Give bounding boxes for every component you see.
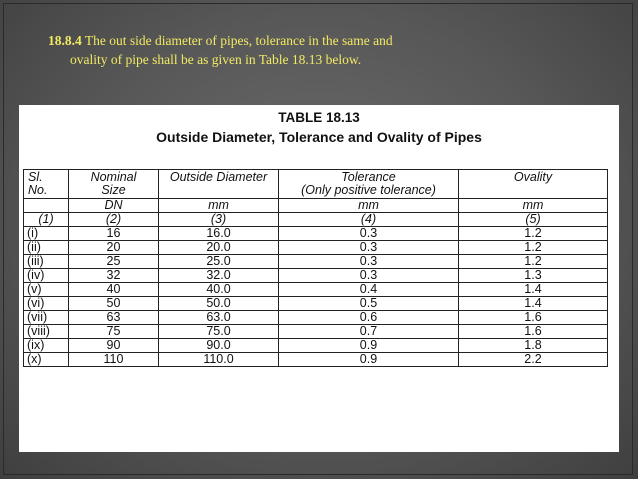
row-number-cell: (ii): [24, 241, 69, 255]
table-cell: 32: [69, 269, 159, 283]
table-row: [24, 227, 608, 241]
table-cell: 1.2: [459, 241, 608, 255]
table-cell: 110.0: [159, 353, 279, 367]
pipe-spec-table: [23, 169, 608, 367]
table-cell: 50.0: [159, 297, 279, 311]
column-index-cell: (5): [459, 213, 608, 227]
column-index-cell: (1): [24, 213, 69, 227]
header-sl-no: Sl. No.: [24, 170, 69, 199]
unit-cell: mm: [159, 199, 279, 213]
table-cell: 1.4: [459, 283, 608, 297]
table-image-panel: [19, 105, 619, 452]
row-number-cell: (ix): [24, 339, 69, 353]
row-number-cell: (v): [24, 283, 69, 297]
table-cell: 75: [69, 325, 159, 339]
row-number-cell: (iv): [24, 269, 69, 283]
table-cell: 1.3: [459, 269, 608, 283]
table-cell: 0.3: [279, 241, 459, 255]
row-number-cell: (vii): [24, 311, 69, 325]
column-index-cell: (3): [159, 213, 279, 227]
unit-cell: [24, 199, 69, 213]
header-tolerance: Tolerance (Only positive tolerance): [279, 170, 459, 199]
row-number-cell: (iii): [24, 255, 69, 269]
table-cell: 50: [69, 297, 159, 311]
table-caption: Outside Diameter, Tolerance and Ovality of Pipes: [156, 129, 482, 145]
table-cell: 0.4: [279, 283, 459, 297]
table-row: [24, 339, 608, 353]
unit-cell: mm: [459, 199, 608, 213]
unit-cell: mm: [279, 199, 459, 213]
table-cell: 0.6: [279, 311, 459, 325]
table-cell: 63: [69, 311, 159, 325]
clause-line-2: ovality of pipe shall be as given in Table 18.13 below.: [70, 52, 362, 67]
table-label: TABLE 18.13: [278, 110, 360, 125]
table-cell: 0.9: [279, 339, 459, 353]
clause-line-1: The out side diameter of pipes, tolerance in the same and: [84, 33, 393, 48]
table-cell: 90.0: [159, 339, 279, 353]
row-number-cell: (i): [24, 227, 69, 241]
table-row: [24, 325, 608, 339]
table-cell: 1.6: [459, 325, 608, 339]
table-cell: 75.0: [159, 325, 279, 339]
table-cell: 1.2: [459, 227, 608, 241]
column-index-cell: (4): [279, 213, 459, 227]
table-row: [24, 269, 608, 283]
table-cell: 1.4: [459, 297, 608, 311]
table-cell: 2.2: [459, 353, 608, 367]
table-row: [24, 283, 608, 297]
row-number-cell: (x): [24, 353, 69, 367]
table-cell: 20: [69, 241, 159, 255]
header-ovality: Ovality: [459, 170, 608, 199]
table-row: [24, 241, 608, 255]
table-cell: 25.0: [159, 255, 279, 269]
table-header-row: [24, 170, 608, 199]
row-number-cell: (vi): [24, 297, 69, 311]
table-cell: 90: [69, 339, 159, 353]
table-cell: 63.0: [159, 311, 279, 325]
table-row: [24, 297, 608, 311]
table-cell: 0.3: [279, 255, 459, 269]
clause-number: 18.8.4: [48, 33, 82, 48]
clause-text: [48, 31, 600, 69]
table-cell: 16: [69, 227, 159, 241]
row-number-cell: (viii): [24, 325, 69, 339]
table-cell: 110: [69, 353, 159, 367]
table-row: [24, 255, 608, 269]
table-cell: 0.3: [279, 227, 459, 241]
column-index-row: [24, 213, 608, 227]
table-cell: 40.0: [159, 283, 279, 297]
table-cell: 1.6: [459, 311, 608, 325]
header-outside-diameter: Outside Diameter: [159, 170, 279, 199]
table-cell: 1.8: [459, 339, 608, 353]
table-row: [24, 353, 608, 367]
table-cell: 0.7: [279, 325, 459, 339]
column-index-cell: (2): [69, 213, 159, 227]
table-cell: 40: [69, 283, 159, 297]
table-cell: 32.0: [159, 269, 279, 283]
table-cell: 0.9: [279, 353, 459, 367]
table-cell: 25: [69, 255, 159, 269]
table-cell: 0.5: [279, 297, 459, 311]
table-cell: 0.3: [279, 269, 459, 283]
table-cell: 16.0: [159, 227, 279, 241]
header-nominal-size: Nominal Size: [69, 170, 159, 199]
table-cell: 20.0: [159, 241, 279, 255]
unit-cell: DN: [69, 199, 159, 213]
table-row: [24, 311, 608, 325]
table-cell: 1.2: [459, 255, 608, 269]
units-row: [24, 199, 608, 213]
